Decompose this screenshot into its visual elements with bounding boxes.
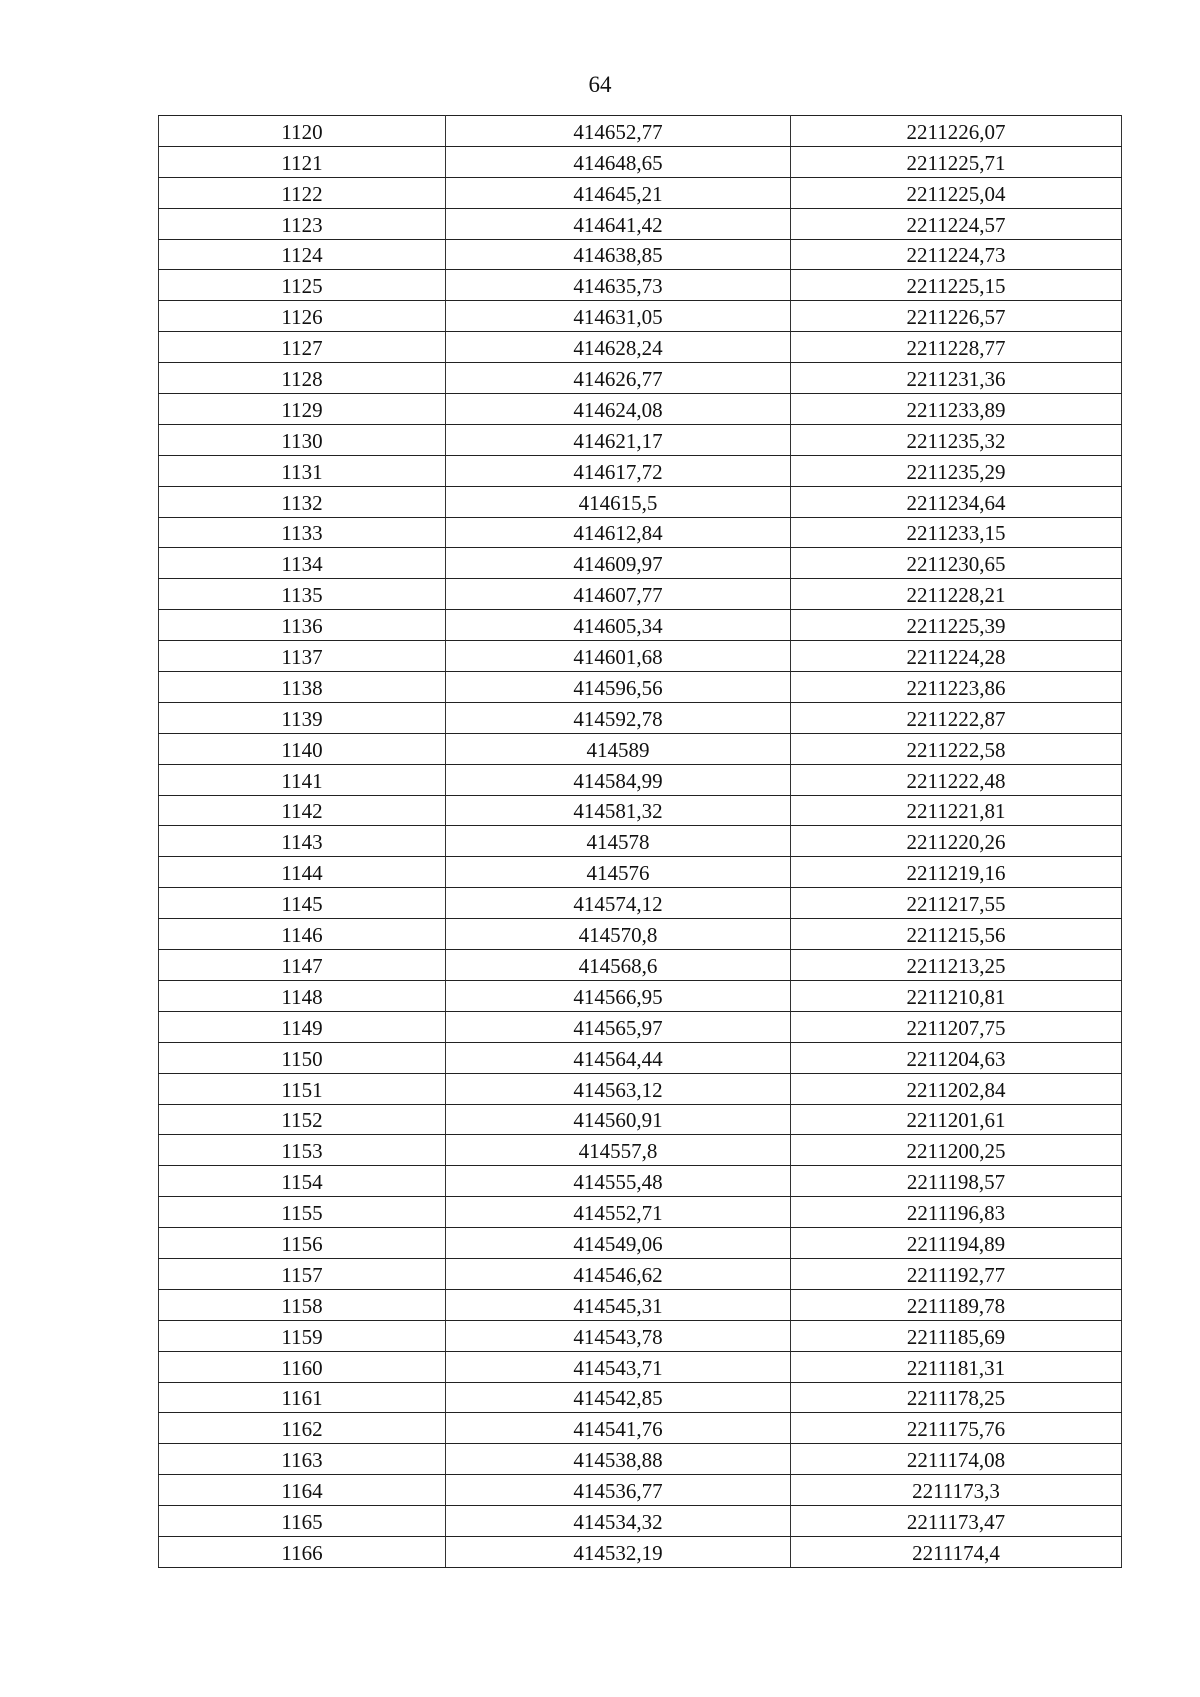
y-coordinate-cell: 2211225,39 (791, 610, 1122, 641)
point-number-cell: 1134 (159, 548, 446, 579)
table-row (159, 888, 1122, 919)
table-row (159, 1228, 1122, 1259)
x-coordinate-cell: 414574,12 (446, 888, 791, 919)
x-coordinate-cell: 414549,06 (446, 1228, 791, 1259)
y-coordinate-cell: 2211220,26 (791, 826, 1122, 857)
point-number-cell: 1129 (159, 394, 446, 425)
table-row (159, 1289, 1122, 1320)
point-number-cell: 1141 (159, 764, 446, 795)
y-coordinate-cell: 2211194,89 (791, 1228, 1122, 1259)
y-coordinate-cell: 2211234,64 (791, 486, 1122, 517)
point-number-cell: 1127 (159, 332, 446, 363)
table-row (159, 733, 1122, 764)
table-row (159, 641, 1122, 672)
x-coordinate-cell: 414626,77 (446, 363, 791, 394)
point-number-cell: 1153 (159, 1135, 446, 1166)
x-coordinate-cell: 414541,76 (446, 1413, 791, 1444)
y-coordinate-cell: 2211185,69 (791, 1320, 1122, 1351)
x-coordinate-cell: 414543,71 (446, 1351, 791, 1382)
point-number-cell: 1151 (159, 1073, 446, 1104)
x-coordinate-cell: 414570,8 (446, 919, 791, 950)
point-number-cell: 1137 (159, 641, 446, 672)
y-coordinate-cell: 2211213,25 (791, 950, 1122, 981)
y-coordinate-cell: 2211210,81 (791, 980, 1122, 1011)
point-number-cell: 1122 (159, 177, 446, 208)
table-row (159, 424, 1122, 455)
table-row (159, 1135, 1122, 1166)
coordinates-table (158, 115, 1122, 1568)
x-coordinate-cell: 414543,78 (446, 1320, 791, 1351)
x-coordinate-cell: 414615,5 (446, 486, 791, 517)
x-coordinate-cell: 414534,32 (446, 1506, 791, 1537)
table-row (159, 857, 1122, 888)
y-coordinate-cell: 2211174,08 (791, 1444, 1122, 1475)
y-coordinate-cell: 2211181,31 (791, 1351, 1122, 1382)
table-row (159, 702, 1122, 733)
y-coordinate-cell: 2211224,28 (791, 641, 1122, 672)
table-row (159, 455, 1122, 486)
y-coordinate-cell: 2211175,76 (791, 1413, 1122, 1444)
point-number-cell: 1132 (159, 486, 446, 517)
point-number-cell: 1155 (159, 1197, 446, 1228)
point-number-cell: 1166 (159, 1536, 446, 1567)
y-coordinate-cell: 2211228,21 (791, 579, 1122, 610)
page-number: 64 (588, 72, 612, 97)
x-coordinate-cell: 414538,88 (446, 1444, 791, 1475)
table-row (159, 1320, 1122, 1351)
point-number-cell: 1139 (159, 702, 446, 733)
y-coordinate-cell: 2211221,81 (791, 795, 1122, 826)
table-row (159, 1413, 1122, 1444)
y-coordinate-cell: 2211222,87 (791, 702, 1122, 733)
point-number-cell: 1121 (159, 146, 446, 177)
table-row (159, 394, 1122, 425)
x-coordinate-cell: 414652,77 (446, 116, 791, 147)
table-row (159, 950, 1122, 981)
table-row (159, 116, 1122, 147)
point-number-cell: 1135 (159, 579, 446, 610)
x-coordinate-cell: 414566,95 (446, 980, 791, 1011)
table-row (159, 177, 1122, 208)
point-number-cell: 1126 (159, 301, 446, 332)
table-row (159, 1042, 1122, 1073)
table-row (159, 301, 1122, 332)
x-coordinate-cell: 414628,24 (446, 332, 791, 363)
y-coordinate-cell: 2211173,3 (791, 1475, 1122, 1506)
x-coordinate-cell: 414612,84 (446, 517, 791, 548)
x-coordinate-cell: 414532,19 (446, 1536, 791, 1567)
x-coordinate-cell: 414581,32 (446, 795, 791, 826)
point-number-cell: 1149 (159, 1011, 446, 1042)
y-coordinate-cell: 2211230,65 (791, 548, 1122, 579)
table-row (159, 270, 1122, 301)
point-number-cell: 1125 (159, 270, 446, 301)
table-row (159, 1351, 1122, 1382)
x-coordinate-cell: 414617,72 (446, 455, 791, 486)
table-row (159, 610, 1122, 641)
table-row (159, 1536, 1122, 1567)
point-number-cell: 1150 (159, 1042, 446, 1073)
x-coordinate-cell: 414638,85 (446, 239, 791, 270)
y-coordinate-cell: 2211217,55 (791, 888, 1122, 919)
table-row (159, 548, 1122, 579)
point-number-cell: 1147 (159, 950, 446, 981)
y-coordinate-cell: 2211225,04 (791, 177, 1122, 208)
point-number-cell: 1160 (159, 1351, 446, 1382)
y-coordinate-cell: 2211222,48 (791, 764, 1122, 795)
x-coordinate-cell: 414609,97 (446, 548, 791, 579)
y-coordinate-cell: 2211224,57 (791, 208, 1122, 239)
table-row (159, 919, 1122, 950)
table-row (159, 826, 1122, 857)
point-number-cell: 1130 (159, 424, 446, 455)
y-coordinate-cell: 2211235,32 (791, 424, 1122, 455)
point-number-cell: 1159 (159, 1320, 446, 1351)
point-number-cell: 1164 (159, 1475, 446, 1506)
table-row (159, 1258, 1122, 1289)
point-number-cell: 1152 (159, 1104, 446, 1135)
y-coordinate-cell: 2211222,58 (791, 733, 1122, 764)
y-coordinate-cell: 2211174,4 (791, 1536, 1122, 1567)
table-row (159, 363, 1122, 394)
x-coordinate-cell: 414546,62 (446, 1258, 791, 1289)
x-coordinate-cell: 414565,97 (446, 1011, 791, 1042)
x-coordinate-cell: 414645,21 (446, 177, 791, 208)
x-coordinate-cell: 414584,99 (446, 764, 791, 795)
y-coordinate-cell: 2211225,71 (791, 146, 1122, 177)
point-number-cell: 1120 (159, 116, 446, 147)
x-coordinate-cell: 414605,34 (446, 610, 791, 641)
y-coordinate-cell: 2211233,15 (791, 517, 1122, 548)
table-row (159, 517, 1122, 548)
table-row (159, 579, 1122, 610)
y-coordinate-cell: 2211173,47 (791, 1506, 1122, 1537)
x-coordinate-cell: 414564,44 (446, 1042, 791, 1073)
point-number-cell: 1142 (159, 795, 446, 826)
point-number-cell: 1163 (159, 1444, 446, 1475)
point-number-cell: 1136 (159, 610, 446, 641)
y-coordinate-cell: 2211233,89 (791, 394, 1122, 425)
point-number-cell: 1158 (159, 1289, 446, 1320)
x-coordinate-cell: 414563,12 (446, 1073, 791, 1104)
x-coordinate-cell: 414552,71 (446, 1197, 791, 1228)
x-coordinate-cell: 414621,17 (446, 424, 791, 455)
point-number-cell: 1123 (159, 208, 446, 239)
point-number-cell: 1124 (159, 239, 446, 270)
point-number-cell: 1165 (159, 1506, 446, 1537)
point-number-cell: 1148 (159, 980, 446, 1011)
y-coordinate-cell: 2211224,73 (791, 239, 1122, 270)
point-number-cell: 1144 (159, 857, 446, 888)
table-row (159, 208, 1122, 239)
x-coordinate-cell: 414607,77 (446, 579, 791, 610)
y-coordinate-cell: 2211198,57 (791, 1166, 1122, 1197)
table-row (159, 980, 1122, 1011)
table-row (159, 795, 1122, 826)
y-coordinate-cell: 2211228,77 (791, 332, 1122, 363)
point-number-cell: 1154 (159, 1166, 446, 1197)
table-row (159, 1506, 1122, 1537)
table-row (159, 764, 1122, 795)
table-row (159, 239, 1122, 270)
point-number-cell: 1146 (159, 919, 446, 950)
x-coordinate-cell: 414596,56 (446, 672, 791, 703)
x-coordinate-cell: 414578 (446, 826, 791, 857)
y-coordinate-cell: 2211231,36 (791, 363, 1122, 394)
x-coordinate-cell: 414601,68 (446, 641, 791, 672)
table-row (159, 1166, 1122, 1197)
table-row (159, 146, 1122, 177)
y-coordinate-cell: 2211223,86 (791, 672, 1122, 703)
x-coordinate-cell: 414624,08 (446, 394, 791, 425)
point-number-cell: 1131 (159, 455, 446, 486)
y-coordinate-cell: 2211226,57 (791, 301, 1122, 332)
table-row (159, 1382, 1122, 1413)
y-coordinate-cell: 2211226,07 (791, 116, 1122, 147)
x-coordinate-cell: 414560,91 (446, 1104, 791, 1135)
y-coordinate-cell: 2211196,83 (791, 1197, 1122, 1228)
y-coordinate-cell: 2211204,63 (791, 1042, 1122, 1073)
y-coordinate-cell: 2211192,77 (791, 1258, 1122, 1289)
point-number-cell: 1162 (159, 1413, 446, 1444)
x-coordinate-cell: 414592,78 (446, 702, 791, 733)
table-row (159, 1011, 1122, 1042)
table-row (159, 1104, 1122, 1135)
coordinates-table-body (159, 116, 1122, 1568)
point-number-cell: 1161 (159, 1382, 446, 1413)
table-row (159, 1475, 1122, 1506)
x-coordinate-cell: 414568,6 (446, 950, 791, 981)
table-row (159, 1073, 1122, 1104)
x-coordinate-cell: 414536,77 (446, 1475, 791, 1506)
point-number-cell: 1138 (159, 672, 446, 703)
table-row (159, 672, 1122, 703)
y-coordinate-cell: 2211219,16 (791, 857, 1122, 888)
table-row (159, 332, 1122, 363)
y-coordinate-cell: 2211189,78 (791, 1289, 1122, 1320)
y-coordinate-cell: 2211202,84 (791, 1073, 1122, 1104)
point-number-cell: 1156 (159, 1228, 446, 1259)
y-coordinate-cell: 2211215,56 (791, 919, 1122, 950)
x-coordinate-cell: 414557,8 (446, 1135, 791, 1166)
x-coordinate-cell: 414631,05 (446, 301, 791, 332)
x-coordinate-cell: 414648,65 (446, 146, 791, 177)
x-coordinate-cell: 414589 (446, 733, 791, 764)
table-row (159, 486, 1122, 517)
x-coordinate-cell: 414542,85 (446, 1382, 791, 1413)
x-coordinate-cell: 414555,48 (446, 1166, 791, 1197)
point-number-cell: 1145 (159, 888, 446, 919)
point-number-cell: 1143 (159, 826, 446, 857)
y-coordinate-cell: 2211201,61 (791, 1104, 1122, 1135)
table-row (159, 1197, 1122, 1228)
y-coordinate-cell: 2211178,25 (791, 1382, 1122, 1413)
x-coordinate-cell: 414576 (446, 857, 791, 888)
point-number-cell: 1157 (159, 1258, 446, 1289)
y-coordinate-cell: 2211235,29 (791, 455, 1122, 486)
point-number-cell: 1133 (159, 517, 446, 548)
y-coordinate-cell: 2211207,75 (791, 1011, 1122, 1042)
y-coordinate-cell: 2211225,15 (791, 270, 1122, 301)
x-coordinate-cell: 414641,42 (446, 208, 791, 239)
point-number-cell: 1140 (159, 733, 446, 764)
point-number-cell: 1128 (159, 363, 446, 394)
y-coordinate-cell: 2211200,25 (791, 1135, 1122, 1166)
table-row (159, 1444, 1122, 1475)
x-coordinate-cell: 414635,73 (446, 270, 791, 301)
x-coordinate-cell: 414545,31 (446, 1289, 791, 1320)
